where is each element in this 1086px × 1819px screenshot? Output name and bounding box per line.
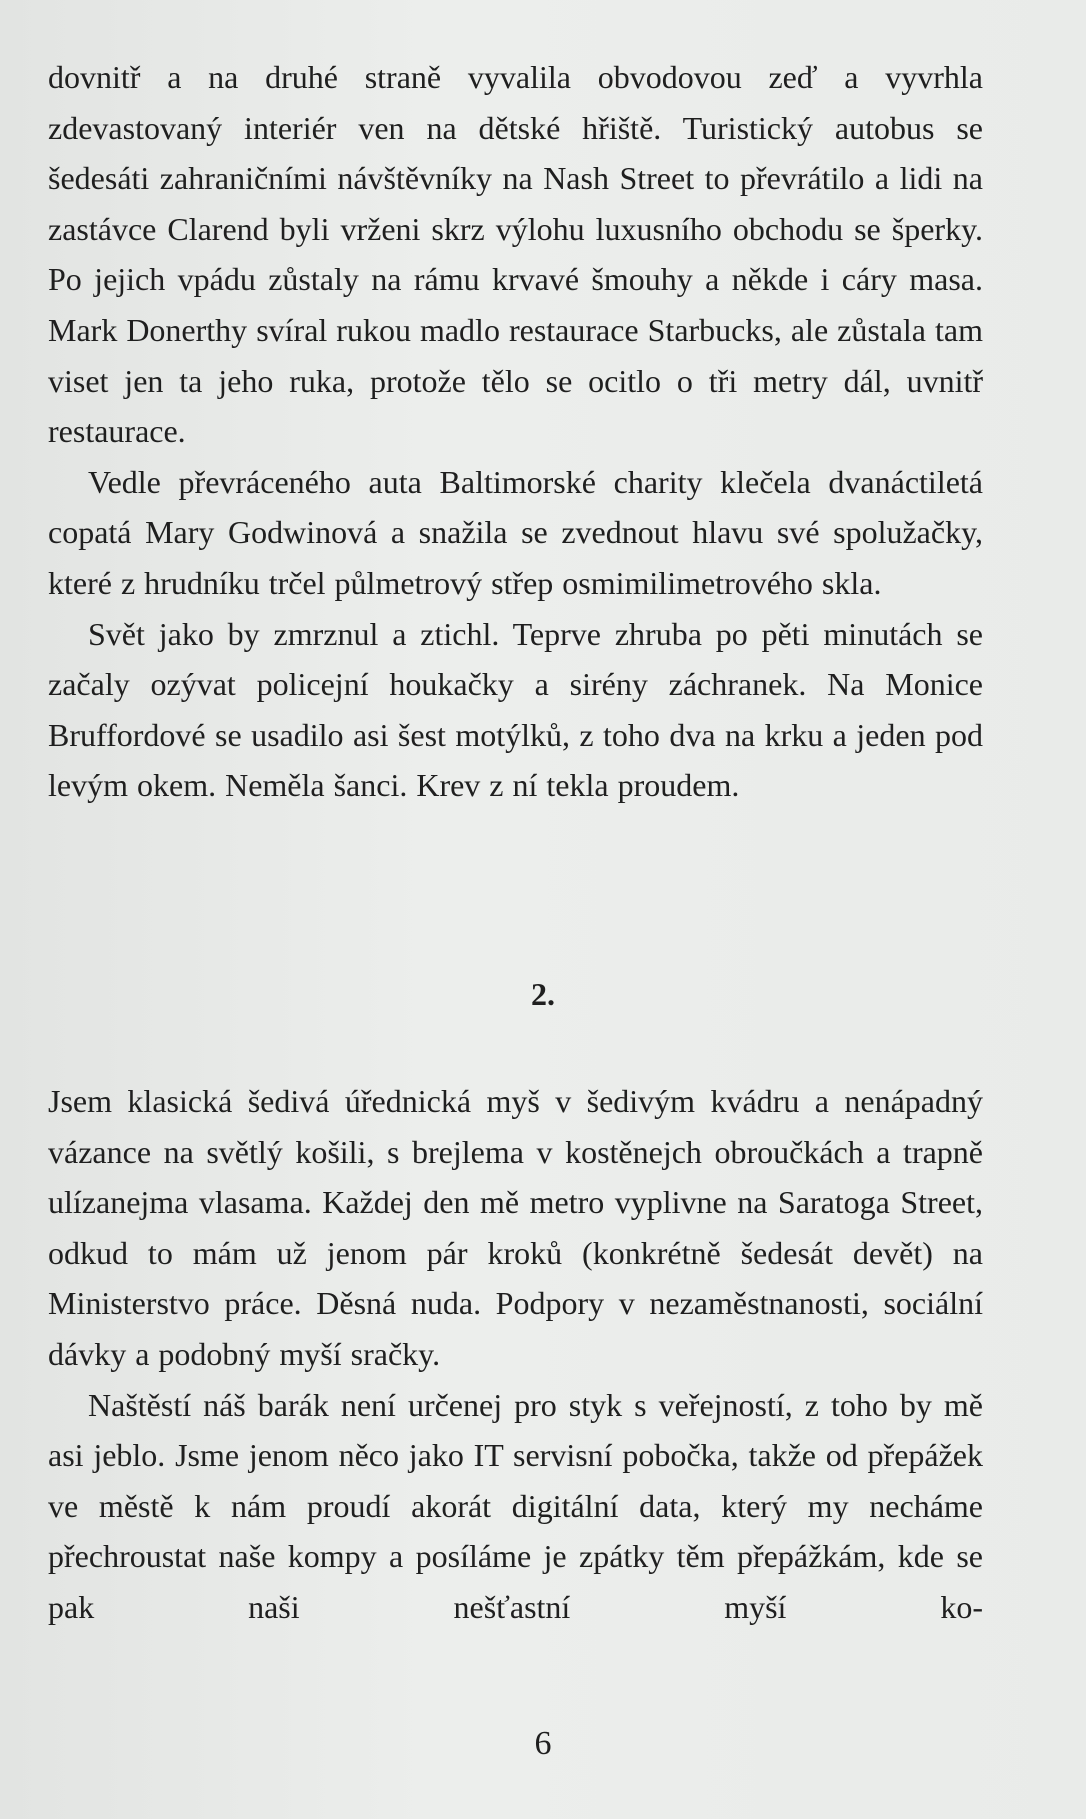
- text-section-two: [48, 1076, 983, 1633]
- text-section-one: [48, 52, 983, 811]
- chapter-heading: 2.: [531, 976, 555, 1012]
- paragraph: dovnitř a na druhé straně vyvalila obvodovou zeď a vyvrhla zdevastovaný interiér ven na dětské hřiště. Turistický autobus se šedesáti zahraničními návštěvníky na Nash Street to převrátilo a lidi na zastávce Clarend byli vrženi skrz výlohu luxusního obchodu se šperky. Po jejich vpádu zůstaly na rámu krvavé šmouhy a někde i cáry masa. Mark Donerthy svíral rukou madlo restaurace Starbucks, ale zůstala tam viset jen ta jeho ruka, protože tělo se ocitlo o tři metry dál, uvnitř restaurace.: [48, 59, 983, 450]
- paragraph: Vedle převráceného auta Baltimorské charity klečela dvanáctiletá copatá Mary Godwinová a snažila se zvednout hlavu své spolužačky, které z hrudníku trčel půlmetrový střep osmimilimetrového skla.: [48, 463, 983, 601]
- paragraph: Svět jako by zmrznul a ztichl. Teprve zhruba po pěti minutách se začaly ozývat policejní houkačky a sirény záchranek. Na Monice Bruffordové se usadilo asi šest motýlků, z toho dva na krku a jeden pod levým okem. Neměla šanci. Krev z ní tekla proudem.: [48, 615, 983, 804]
- paragraph: Jsem klasická šedivá úřednická myš v šedivým kvádru a nenápadný vázance na světlý košili, s brejlema v kostěnejch obroučkách a trapně ulízanejma vlasama. Každej den mě metro vyplivne na Saratoga Street, odkud to mám už jenom pár kroků (konkrétně šedesát devět) na Ministerstvo práce. Děsná nuda. Podpory v nezaměstnanosti, sociální dávky a podobný myší sračky.: [48, 1083, 983, 1372]
- page-number: 6: [534, 1725, 552, 1762]
- paragraph: Naštěstí náš barák není určenej pro styk s veřejností, z toho by mě asi jeblo. Jsme jenom něco jako IT servisní pobočka, takže od přepážek ve městě k nám proudí akorát digitální data, který my necháme přechroustat naše kompy a posíláme je zpátky těm přepážkám, kde se pak naši nešťastní myší ko-: [48, 1386, 983, 1625]
